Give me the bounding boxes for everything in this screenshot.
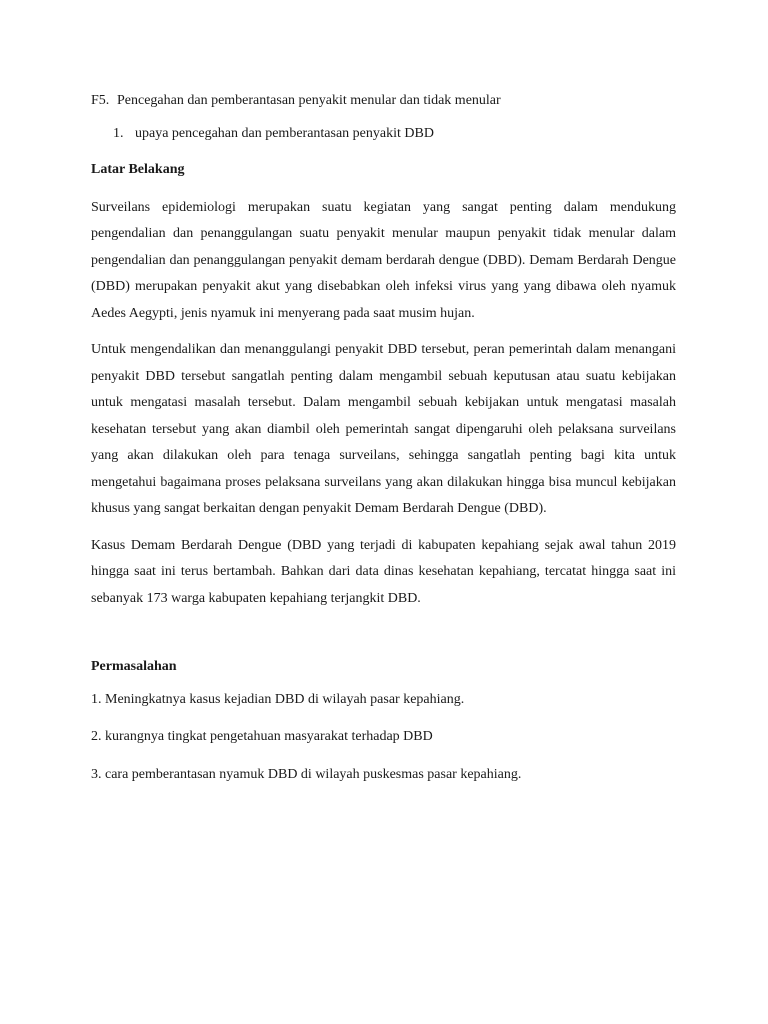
document-page: [91, 92, 676, 803]
section-spacer: [91, 622, 676, 658]
program-subitem: [91, 125, 676, 143]
subitem-number: 1.: [113, 126, 124, 142]
permasalahan-item-2: 2. kurangnya tingkat pengetahuan masyarakat terhadap DBD: [91, 729, 433, 745]
program-title: Pencegahan dan pemberantasan penyakit menular dan tidak menular: [117, 93, 501, 108]
latar-belakang-paragraph-1: Surveilans epidemiologi merupakan suatu kegiatan yang sangat penting dalam mendukung pengendalian dan penanggulangan suatu penyakit menular maupun penyakit tidak menular dalam pengendalian dan penanggulangan penyakit demam berdarah dengue (DBD). Demam Berdarah Dengue (DBD) merupakan penyakit akut yang disebabkan oleh infeksi virus yang yang dibawa oleh nyamuk Aedes Aegypti, jenis nyamuk ini menyerang pada saat musim hujan.: [91, 199, 676, 321]
permasalahan-item-1: 1. Meningkatnya kasus kejadian DBD di wilayah pasar kepahiang.: [91, 692, 465, 708]
permasalahan-item-3: 3. cara pemberantasan nyamuk DBD di wilayah puskesmas pasar kepahiang.: [91, 766, 522, 782]
subitem-text: upaya pencegahan dan pemberantasan penyakit DBD: [135, 126, 434, 142]
latar-belakang-paragraph-2: Untuk mengendalikan dan menanggulangi penyakit DBD tersebut, peran pemerintah dalam menangani penyakit DBD tersebut sangatlah penting dalam mengambil sebuah keputusan atau suatu kebijakan untuk mengatasi masalah tersebut. Dalam mengambil sebuah kebijakan untuk mengatasi masalah kesehatan tersebut yang akan diambil oleh pemerintah sangat dipengaruhi oleh pelaksana surveilans yang akan dilakukan oleh para tenaga surveilans, sehingga sangatlah penting bagi kita untuk mengetahui bagaimana proses pelaksana surveilans yang akan dilakukan hingga bisa muncul kebijakan khusus yang sangat berkaitan dengan penyakit Demam Berdarah Dengue (DBD).: [91, 342, 676, 517]
permasalahan-title: Permasalahan: [91, 659, 177, 675]
program-heading: [91, 92, 676, 110]
latar-belakang-title: Latar Belakang: [91, 162, 185, 178]
latar-belakang-paragraph-3: Kasus Demam Berdarah Dengue (DBD yang terjadi di kabupaten kepahiang sejak awal tahun 2019 hingga saat ini terus bertambah. Bahkan dari data dinas kesehatan kepahiang, tercatat hingga saat ini sebanyak 173 warga kabupaten kepahiang terjangkit DBD.: [91, 537, 676, 606]
program-code: F5.: [91, 93, 110, 108]
